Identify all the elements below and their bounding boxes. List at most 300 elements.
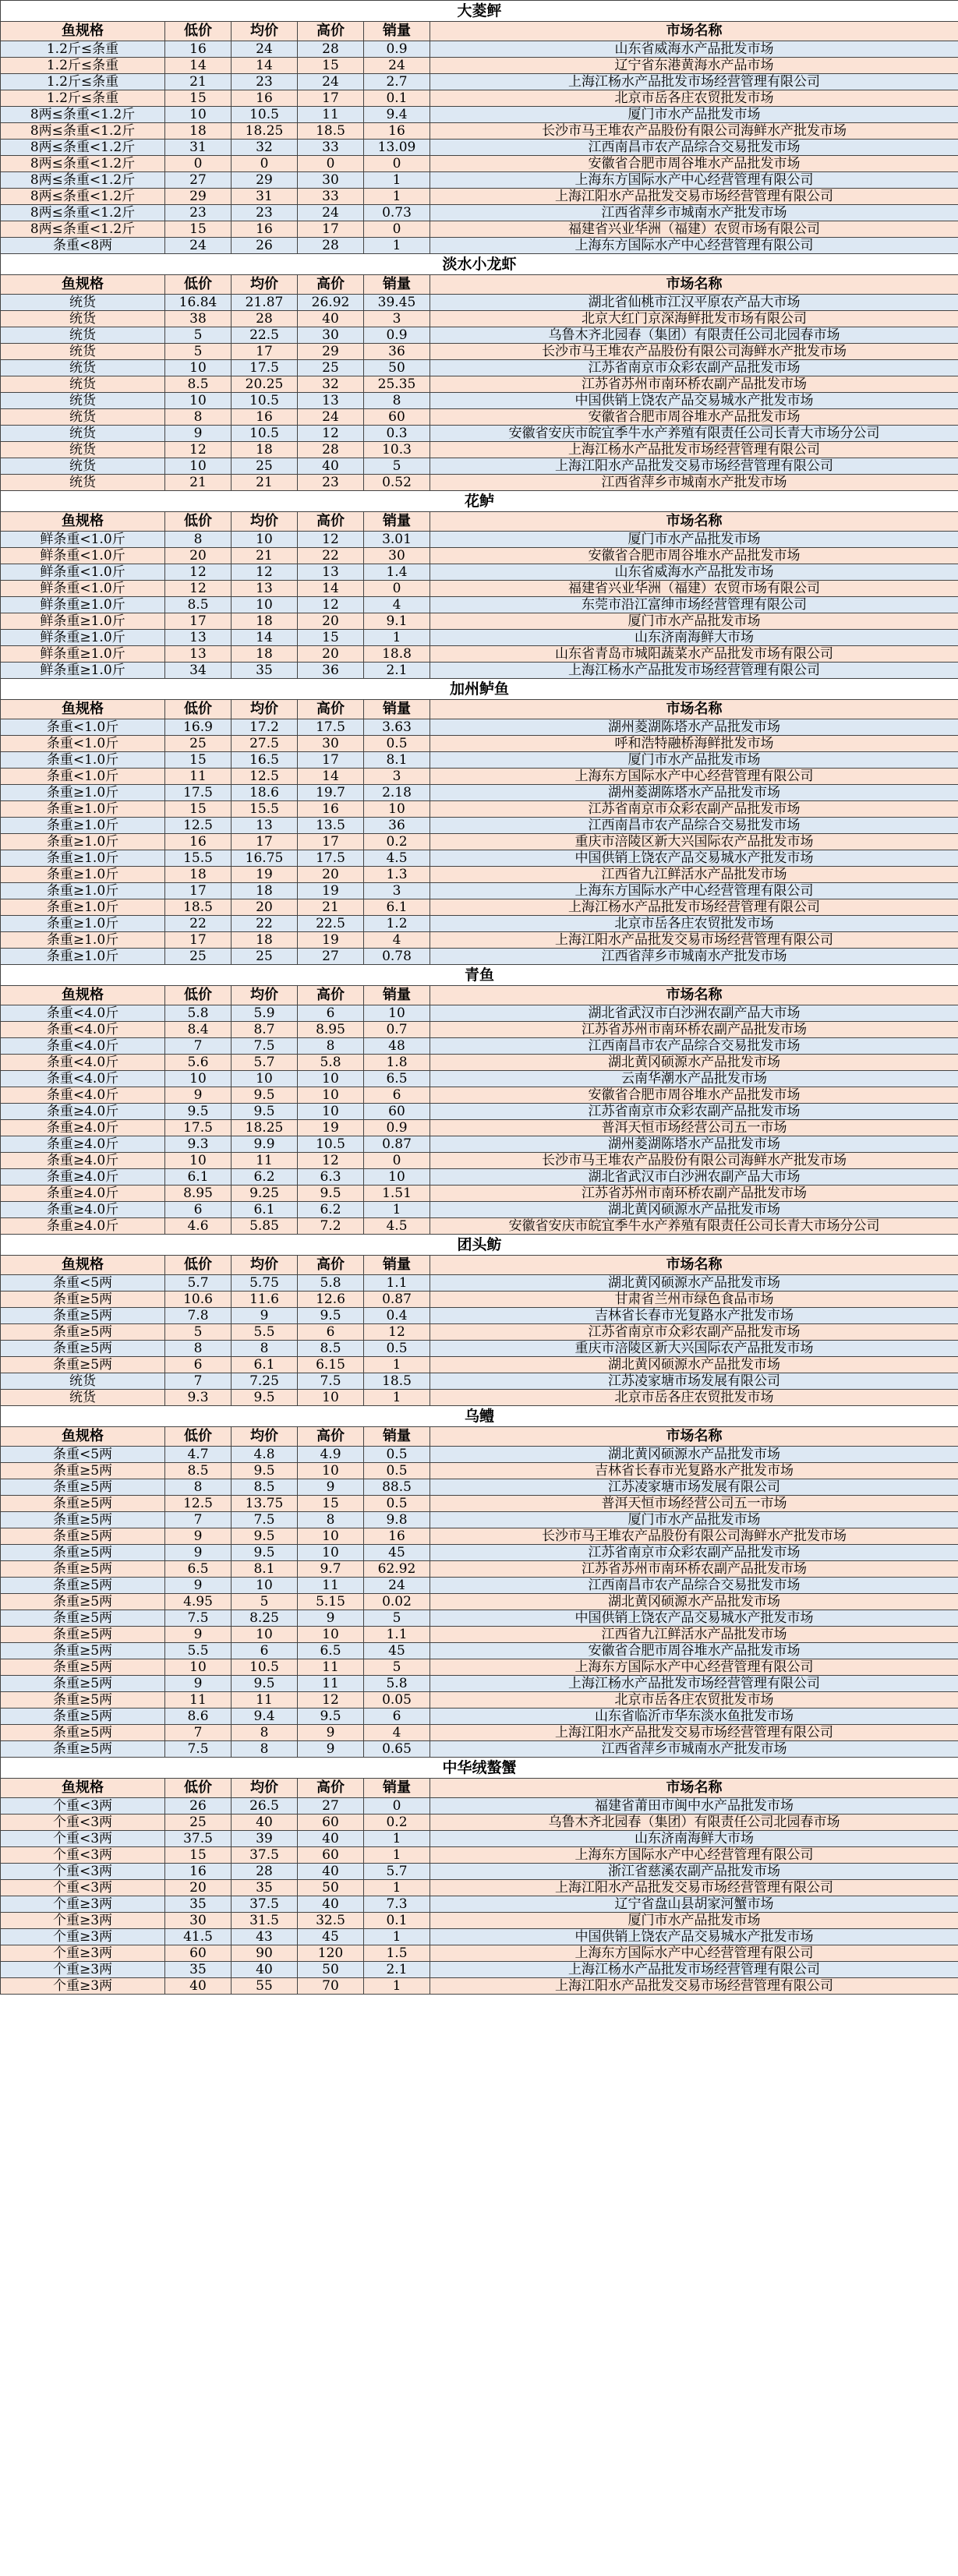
table-row bbox=[1, 311, 958, 327]
spec-cell: 条重<5两 bbox=[1, 1275, 165, 1292]
table-row bbox=[1, 801, 958, 818]
spec-cell: 条重≥1.0斤 bbox=[1, 949, 165, 965]
low-price-cell: 30 bbox=[165, 1913, 232, 1929]
volume-cell: 1 bbox=[364, 1202, 430, 1218]
high-price-cell: 28 bbox=[298, 41, 364, 58]
market-name-cell: 上海东方国际水产中心经营管理有限公司 bbox=[430, 1847, 958, 1864]
spec-cell: 条重<1.0斤 bbox=[1, 736, 165, 752]
table-row bbox=[1, 1341, 958, 1357]
market-name-cell: 上海东方国际水产中心经营管理有限公司 bbox=[430, 238, 958, 254]
market-name-cell: 上海东方国际水产中心经营管理有限公司 bbox=[430, 1659, 958, 1676]
table-row bbox=[1, 189, 958, 205]
volume-cell: 0.7 bbox=[364, 1022, 430, 1038]
table-row bbox=[1, 1357, 958, 1373]
low-price-cell: 12 bbox=[165, 581, 232, 597]
volume-cell: 10.3 bbox=[364, 442, 430, 458]
high-price-cell: 5.15 bbox=[298, 1594, 364, 1610]
low-price-cell: 25 bbox=[165, 736, 232, 752]
table-row bbox=[1, 1202, 958, 1218]
spec-cell: 统货 bbox=[1, 327, 165, 344]
column-header-row bbox=[1, 986, 958, 1005]
market-name-header: 市场名称 bbox=[430, 1256, 958, 1275]
market-name-cell: 重庆市涪陵区新大兴国际农产品批发市场 bbox=[430, 834, 958, 850]
avg-price-cell: 16 bbox=[232, 90, 298, 107]
spec-cell: 1.2斤≤条重 bbox=[1, 58, 165, 74]
spec-cell: 统货 bbox=[1, 376, 165, 393]
market-name-cell: 辽宁省盘山县胡家河蟹市场 bbox=[430, 1896, 958, 1913]
spec-cell: 条重≥1.0斤 bbox=[1, 818, 165, 834]
high-price-cell: 15 bbox=[298, 1496, 364, 1512]
high-price-cell: 8 bbox=[298, 1512, 364, 1528]
table-row bbox=[1, 1978, 958, 1995]
spec-cell: 1.2斤≤条重 bbox=[1, 90, 165, 107]
table-row bbox=[1, 1390, 958, 1406]
spec-cell: 条重≥5两 bbox=[1, 1341, 165, 1357]
low-price-cell: 8 bbox=[165, 1479, 232, 1496]
avg-price-cell: 9.5 bbox=[232, 1104, 298, 1120]
high-price-header: 高价 bbox=[298, 700, 364, 719]
high-price-cell: 32.5 bbox=[298, 1913, 364, 1929]
volume-cell: 2.1 bbox=[364, 663, 430, 679]
low-price-cell: 9 bbox=[165, 426, 232, 442]
volume-cell: 18.5 bbox=[364, 1373, 430, 1390]
low-price-cell: 12.5 bbox=[165, 1496, 232, 1512]
avg-price-cell: 15.5 bbox=[232, 801, 298, 818]
low-price-cell: 17.5 bbox=[165, 785, 232, 801]
volume-cell: 5 bbox=[364, 1659, 430, 1676]
market-name-cell: 湖州菱湖陈塔水产品批发市场 bbox=[430, 719, 958, 736]
table-row bbox=[1, 1071, 958, 1087]
volume-cell: 1.8 bbox=[364, 1055, 430, 1071]
market-name-cell: 呼和浩特融桥海鲜批发市场 bbox=[430, 736, 958, 752]
market-name-header: 市场名称 bbox=[430, 275, 958, 295]
avg-price-cell: 14 bbox=[232, 630, 298, 646]
low-price-cell: 8.95 bbox=[165, 1186, 232, 1202]
table-row bbox=[1, 883, 958, 899]
market-name-cell: 云南华潮水产品批发市场 bbox=[430, 1071, 958, 1087]
high-price-cell: 28 bbox=[298, 238, 364, 254]
spec-cell: 统货 bbox=[1, 442, 165, 458]
spec-cell: 条重≥4.0斤 bbox=[1, 1153, 165, 1169]
spec-cell: 条重≥5两 bbox=[1, 1292, 165, 1308]
low-price-cell: 35 bbox=[165, 1962, 232, 1978]
market-name-cell: 北京市岳各庄农贸批发市场 bbox=[430, 1390, 958, 1406]
market-name-cell: 福建省兴业华洲（福建）农贸市场有限公司 bbox=[430, 221, 958, 238]
low-price-cell: 10 bbox=[165, 107, 232, 123]
low-price-cell: 10 bbox=[165, 1153, 232, 1169]
high-price-cell: 12.6 bbox=[298, 1292, 364, 1308]
high-price-cell: 60 bbox=[298, 1815, 364, 1831]
volume-cell: 2.18 bbox=[364, 785, 430, 801]
high-price-cell: 19 bbox=[298, 932, 364, 949]
market-name-cell: 江苏省南京市众彩农副产品批发市场 bbox=[430, 1545, 958, 1561]
high-price-cell: 10 bbox=[298, 1528, 364, 1545]
low-price-cell: 9 bbox=[165, 1627, 232, 1643]
high-price-cell: 6.5 bbox=[298, 1643, 364, 1659]
low-price-header: 低价 bbox=[165, 275, 232, 295]
high-price-cell: 24 bbox=[298, 409, 364, 426]
low-price-cell: 7 bbox=[165, 1038, 232, 1055]
avg-price-cell: 22 bbox=[232, 916, 298, 932]
spec-header: 鱼规格 bbox=[1, 1256, 165, 1275]
market-name-cell: 长沙市马王堆农产品股份有限公司海鲜水产批发市场 bbox=[430, 1528, 958, 1545]
avg-price-cell: 31.5 bbox=[232, 1913, 298, 1929]
market-name-cell: 上海江杨水产品批发市场经营管理有限公司 bbox=[430, 663, 958, 679]
table-row bbox=[1, 1929, 958, 1945]
high-price-header: 高价 bbox=[298, 1427, 364, 1447]
low-price-cell: 11 bbox=[165, 1692, 232, 1708]
spec-header: 鱼规格 bbox=[1, 1779, 165, 1798]
spec-cell: 条重<1.0斤 bbox=[1, 752, 165, 769]
avg-price-cell: 21.87 bbox=[232, 295, 298, 311]
market-name-cell: 江西省萍乡市城南水产批发市场 bbox=[430, 205, 958, 221]
low-price-cell: 35 bbox=[165, 1896, 232, 1913]
section-title: 加州鲈鱼 bbox=[1, 679, 958, 700]
low-price-cell: 15 bbox=[165, 221, 232, 238]
avg-price-cell: 10 bbox=[232, 532, 298, 548]
table-row bbox=[1, 1896, 958, 1913]
spec-cell: 个重≥3两 bbox=[1, 1929, 165, 1945]
table-row bbox=[1, 1708, 958, 1725]
low-price-cell: 25 bbox=[165, 949, 232, 965]
column-header-row bbox=[1, 512, 958, 532]
low-price-cell: 17 bbox=[165, 883, 232, 899]
avg-price-cell: 18.25 bbox=[232, 123, 298, 140]
low-price-cell: 37.5 bbox=[165, 1831, 232, 1847]
volume-cell: 1 bbox=[364, 1847, 430, 1864]
low-price-cell: 8.5 bbox=[165, 1463, 232, 1479]
table-row bbox=[1, 646, 958, 663]
volume-cell: 0.5 bbox=[364, 1463, 430, 1479]
market-name-cell: 山东济南海鲜大市场 bbox=[430, 630, 958, 646]
avg-price-header: 均价 bbox=[232, 1779, 298, 1798]
table-row bbox=[1, 1153, 958, 1169]
low-price-cell: 7 bbox=[165, 1725, 232, 1741]
market-name-cell: 江西省九江鲜活水产品批发市场 bbox=[430, 1627, 958, 1643]
low-price-cell: 27 bbox=[165, 172, 232, 189]
high-price-cell: 33 bbox=[298, 140, 364, 156]
low-price-cell: 9.3 bbox=[165, 1390, 232, 1406]
high-price-cell: 25 bbox=[298, 360, 364, 376]
volume-cell: 0.65 bbox=[364, 1741, 430, 1758]
market-name-cell: 福建省莆田市闽中水产品批发市场 bbox=[430, 1798, 958, 1815]
column-header-row bbox=[1, 1256, 958, 1275]
avg-price-cell: 23 bbox=[232, 74, 298, 90]
avg-price-cell: 10.5 bbox=[232, 426, 298, 442]
spec-header: 鱼规格 bbox=[1, 700, 165, 719]
avg-price-cell: 31 bbox=[232, 189, 298, 205]
low-price-cell: 14 bbox=[165, 58, 232, 74]
spec-cell: 鲜条重≥1.0斤 bbox=[1, 597, 165, 613]
spec-cell: 条重≥5两 bbox=[1, 1512, 165, 1528]
avg-price-cell: 25 bbox=[232, 949, 298, 965]
low-price-cell: 9 bbox=[165, 1087, 232, 1104]
market-name-cell: 中国供销上饶农产品交易城水产批发市场 bbox=[430, 1610, 958, 1627]
volume-cell: 36 bbox=[364, 818, 430, 834]
volume-cell: 0.2 bbox=[364, 834, 430, 850]
spec-cell: 条重≥5两 bbox=[1, 1708, 165, 1725]
table-row bbox=[1, 1545, 958, 1561]
market-name-cell: 江西南昌市农产品综合交易批发市场 bbox=[430, 1038, 958, 1055]
low-price-header: 低价 bbox=[165, 1779, 232, 1798]
market-name-cell: 东莞市沿江富绅市场经营管理有限公司 bbox=[430, 597, 958, 613]
avg-price-cell: 32 bbox=[232, 140, 298, 156]
avg-price-cell: 9.5 bbox=[232, 1545, 298, 1561]
volume-cell: 0.02 bbox=[364, 1594, 430, 1610]
market-name-header: 市场名称 bbox=[430, 22, 958, 41]
market-name-cell: 江苏省南京市众彩农副产品批发市场 bbox=[430, 1324, 958, 1341]
market-name-cell: 江西南昌市农产品综合交易批发市场 bbox=[430, 140, 958, 156]
volume-cell: 25.35 bbox=[364, 376, 430, 393]
market-name-cell: 湖州菱湖陈塔水产品批发市场 bbox=[430, 1136, 958, 1153]
low-price-cell: 15 bbox=[165, 752, 232, 769]
low-price-cell: 0 bbox=[165, 156, 232, 172]
high-price-cell: 9 bbox=[298, 1479, 364, 1496]
market-name-cell: 山东济南海鲜大市场 bbox=[430, 1831, 958, 1847]
spec-cell: 条重≥5两 bbox=[1, 1324, 165, 1341]
volume-header: 销量 bbox=[364, 700, 430, 719]
market-name-cell: 厦门市水产品批发市场 bbox=[430, 532, 958, 548]
avg-price-cell: 5 bbox=[232, 1594, 298, 1610]
low-price-cell: 7 bbox=[165, 1512, 232, 1528]
volume-cell: 13.09 bbox=[364, 140, 430, 156]
table-row bbox=[1, 1831, 958, 1847]
volume-cell: 45 bbox=[364, 1643, 430, 1659]
market-name-cell: 湖北黄冈硕源水产品批发市场 bbox=[430, 1055, 958, 1071]
spec-cell: 统货 bbox=[1, 475, 165, 491]
market-name-cell: 山东省威海水产品批发市场 bbox=[430, 41, 958, 58]
market-name-cell: 上海东方国际水产中心经营管理有限公司 bbox=[430, 172, 958, 189]
avg-price-cell: 5.7 bbox=[232, 1055, 298, 1071]
low-price-cell: 10.6 bbox=[165, 1292, 232, 1308]
market-name-cell: 湖北黄冈硕源水产品批发市场 bbox=[430, 1357, 958, 1373]
high-price-cell: 32 bbox=[298, 376, 364, 393]
table-row bbox=[1, 1005, 958, 1022]
low-price-cell: 10 bbox=[165, 393, 232, 409]
high-price-header: 高价 bbox=[298, 275, 364, 295]
table-row bbox=[1, 867, 958, 883]
low-price-cell: 21 bbox=[165, 475, 232, 491]
market-name-cell: 江苏凌家塘市场发展有限公司 bbox=[430, 1479, 958, 1496]
high-price-cell: 8 bbox=[298, 1038, 364, 1055]
spec-cell: 鲜条重<1.0斤 bbox=[1, 532, 165, 548]
volume-cell: 3.63 bbox=[364, 719, 430, 736]
volume-cell: 4 bbox=[364, 932, 430, 949]
table-row bbox=[1, 327, 958, 344]
spec-cell: 鲜条重≥1.0斤 bbox=[1, 663, 165, 679]
spec-cell: 统货 bbox=[1, 311, 165, 327]
table-row bbox=[1, 916, 958, 932]
spec-cell: 统货 bbox=[1, 344, 165, 360]
market-name-cell: 甘肃省兰州市绿色食品市场 bbox=[430, 1292, 958, 1308]
table-row bbox=[1, 107, 958, 123]
low-price-cell: 13 bbox=[165, 630, 232, 646]
market-name-cell: 湖北黄冈硕源水产品批发市场 bbox=[430, 1594, 958, 1610]
high-price-cell: 20 bbox=[298, 646, 364, 663]
avg-price-cell: 35 bbox=[232, 663, 298, 679]
market-name-cell: 厦门市水产品批发市场 bbox=[430, 107, 958, 123]
market-name-cell: 上海东方国际水产中心经营管理有限公司 bbox=[430, 769, 958, 785]
avg-price-cell: 37.5 bbox=[232, 1896, 298, 1913]
volume-cell: 1 bbox=[364, 238, 430, 254]
avg-price-cell: 11.6 bbox=[232, 1292, 298, 1308]
spec-cell: 统货 bbox=[1, 1373, 165, 1390]
table-row bbox=[1, 1186, 958, 1202]
avg-price-cell: 28 bbox=[232, 311, 298, 327]
high-price-cell: 19 bbox=[298, 883, 364, 899]
low-price-cell: 6 bbox=[165, 1202, 232, 1218]
low-price-cell: 40 bbox=[165, 1978, 232, 1995]
avg-price-cell: 11 bbox=[232, 1153, 298, 1169]
low-price-cell: 4.6 bbox=[165, 1218, 232, 1235]
spec-cell: 统货 bbox=[1, 1390, 165, 1406]
table-row bbox=[1, 1479, 958, 1496]
spec-cell: 条重<1.0斤 bbox=[1, 719, 165, 736]
market-name-cell: 长沙市马王堆农产品股份有限公司海鲜水产批发市场 bbox=[430, 344, 958, 360]
avg-price-cell: 10 bbox=[232, 1627, 298, 1643]
spec-cell: 条重≥5两 bbox=[1, 1725, 165, 1741]
high-price-cell: 6 bbox=[298, 1005, 364, 1022]
avg-price-cell: 24 bbox=[232, 41, 298, 58]
high-price-cell: 17 bbox=[298, 834, 364, 850]
table-row bbox=[1, 205, 958, 221]
table-row bbox=[1, 458, 958, 475]
spec-cell: 条重<1.0斤 bbox=[1, 769, 165, 785]
spec-cell: 1.2斤≤条重 bbox=[1, 74, 165, 90]
avg-price-cell: 18 bbox=[232, 646, 298, 663]
volume-header: 销量 bbox=[364, 1779, 430, 1798]
section-title: 青鱼 bbox=[1, 965, 958, 986]
market-name-cell: 重庆市涪陵区新大兴国际农产品批发市场 bbox=[430, 1341, 958, 1357]
avg-price-cell: 5.75 bbox=[232, 1275, 298, 1292]
table-row bbox=[1, 663, 958, 679]
spec-cell: 条重<4.0斤 bbox=[1, 1055, 165, 1071]
high-price-cell: 7.2 bbox=[298, 1218, 364, 1235]
table-row bbox=[1, 74, 958, 90]
market-name-cell: 普洱天恒市场经营公司五一市场 bbox=[430, 1496, 958, 1512]
spec-cell: 统货 bbox=[1, 426, 165, 442]
low-price-cell: 22 bbox=[165, 916, 232, 932]
avg-price-cell: 8 bbox=[232, 1341, 298, 1357]
market-name-cell: 江西省萍乡市城南水产批发市场 bbox=[430, 949, 958, 965]
avg-price-cell: 9.5 bbox=[232, 1463, 298, 1479]
market-name-cell: 中国供销上饶农产品交易城水产批发市场 bbox=[430, 850, 958, 867]
spec-cell: 鲜条重<1.0斤 bbox=[1, 581, 165, 597]
avg-price-cell: 9.5 bbox=[232, 1528, 298, 1545]
low-price-cell: 20 bbox=[165, 1880, 232, 1896]
high-price-cell: 22 bbox=[298, 548, 364, 564]
volume-cell: 50 bbox=[364, 360, 430, 376]
high-price-cell: 6.3 bbox=[298, 1169, 364, 1186]
avg-price-cell: 40 bbox=[232, 1962, 298, 1978]
spec-header: 鱼规格 bbox=[1, 512, 165, 532]
high-price-cell: 17.5 bbox=[298, 850, 364, 867]
high-price-cell: 12 bbox=[298, 1692, 364, 1708]
high-price-cell: 16 bbox=[298, 801, 364, 818]
volume-cell: 36 bbox=[364, 344, 430, 360]
volume-cell: 0.87 bbox=[364, 1292, 430, 1308]
spec-cell: 条重≥5两 bbox=[1, 1357, 165, 1373]
avg-price-cell: 10.5 bbox=[232, 107, 298, 123]
volume-cell: 9.4 bbox=[364, 107, 430, 123]
spec-header: 鱼规格 bbox=[1, 22, 165, 41]
high-price-cell: 11 bbox=[298, 1578, 364, 1594]
table-row bbox=[1, 1627, 958, 1643]
low-price-cell: 8.5 bbox=[165, 597, 232, 613]
volume-cell: 1.1 bbox=[364, 1627, 430, 1643]
market-name-cell: 厦门市水产品批发市场 bbox=[430, 752, 958, 769]
volume-cell: 1 bbox=[364, 1929, 430, 1945]
table-row bbox=[1, 1324, 958, 1341]
spec-cell: 条重<4.0斤 bbox=[1, 1087, 165, 1104]
volume-cell: 0 bbox=[364, 156, 430, 172]
volume-cell: 8.1 bbox=[364, 752, 430, 769]
avg-price-cell: 22.5 bbox=[232, 327, 298, 344]
avg-price-header: 均价 bbox=[232, 1427, 298, 1447]
volume-cell: 0.1 bbox=[364, 90, 430, 107]
high-price-cell: 14 bbox=[298, 581, 364, 597]
spec-header: 鱼规格 bbox=[1, 275, 165, 295]
high-price-cell: 10 bbox=[298, 1627, 364, 1643]
spec-cell: 条重≥1.0斤 bbox=[1, 801, 165, 818]
high-price-cell: 10.5 bbox=[298, 1136, 364, 1153]
low-price-cell: 7.5 bbox=[165, 1741, 232, 1758]
spec-cell: 统货 bbox=[1, 409, 165, 426]
low-price-cell: 6.5 bbox=[165, 1561, 232, 1578]
market-name-cell: 吉林省长春市光复路水产批发市场 bbox=[430, 1463, 958, 1479]
high-price-cell: 5.8 bbox=[298, 1055, 364, 1071]
volume-cell: 0.4 bbox=[364, 1308, 430, 1324]
volume-cell: 1 bbox=[364, 1978, 430, 1995]
low-price-cell: 7.8 bbox=[165, 1308, 232, 1324]
high-price-cell: 50 bbox=[298, 1880, 364, 1896]
table-row bbox=[1, 1022, 958, 1038]
spec-cell: 个重<3两 bbox=[1, 1798, 165, 1815]
avg-price-cell: 9.5 bbox=[232, 1390, 298, 1406]
table-row bbox=[1, 1292, 958, 1308]
avg-price-cell: 4.8 bbox=[232, 1447, 298, 1463]
volume-cell: 16 bbox=[364, 1528, 430, 1545]
avg-price-cell: 19 bbox=[232, 867, 298, 883]
avg-price-cell: 25 bbox=[232, 458, 298, 475]
volume-cell: 0.2 bbox=[364, 1815, 430, 1831]
low-price-cell: 38 bbox=[165, 311, 232, 327]
avg-price-cell: 16 bbox=[232, 221, 298, 238]
volume-cell: 10 bbox=[364, 1169, 430, 1186]
avg-price-cell: 29 bbox=[232, 172, 298, 189]
high-price-cell: 6.15 bbox=[298, 1357, 364, 1373]
table-row bbox=[1, 1676, 958, 1692]
avg-price-cell: 9.5 bbox=[232, 1676, 298, 1692]
table-row bbox=[1, 1087, 958, 1104]
spec-cell: 个重<3两 bbox=[1, 1815, 165, 1831]
table-row bbox=[1, 1496, 958, 1512]
volume-cell: 60 bbox=[364, 1104, 430, 1120]
table-row bbox=[1, 1578, 958, 1594]
low-price-cell: 9 bbox=[165, 1528, 232, 1545]
low-price-cell: 24 bbox=[165, 238, 232, 254]
spec-cell: 个重<3两 bbox=[1, 1880, 165, 1896]
high-price-cell: 15 bbox=[298, 58, 364, 74]
spec-cell: 条重≥5两 bbox=[1, 1578, 165, 1594]
high-price-cell: 12 bbox=[298, 426, 364, 442]
avg-price-cell: 26 bbox=[232, 238, 298, 254]
avg-price-cell: 10.5 bbox=[232, 393, 298, 409]
low-price-header: 低价 bbox=[165, 700, 232, 719]
volume-cell: 1.5 bbox=[364, 1945, 430, 1962]
avg-price-cell: 26.5 bbox=[232, 1798, 298, 1815]
low-price-cell: 9 bbox=[165, 1676, 232, 1692]
